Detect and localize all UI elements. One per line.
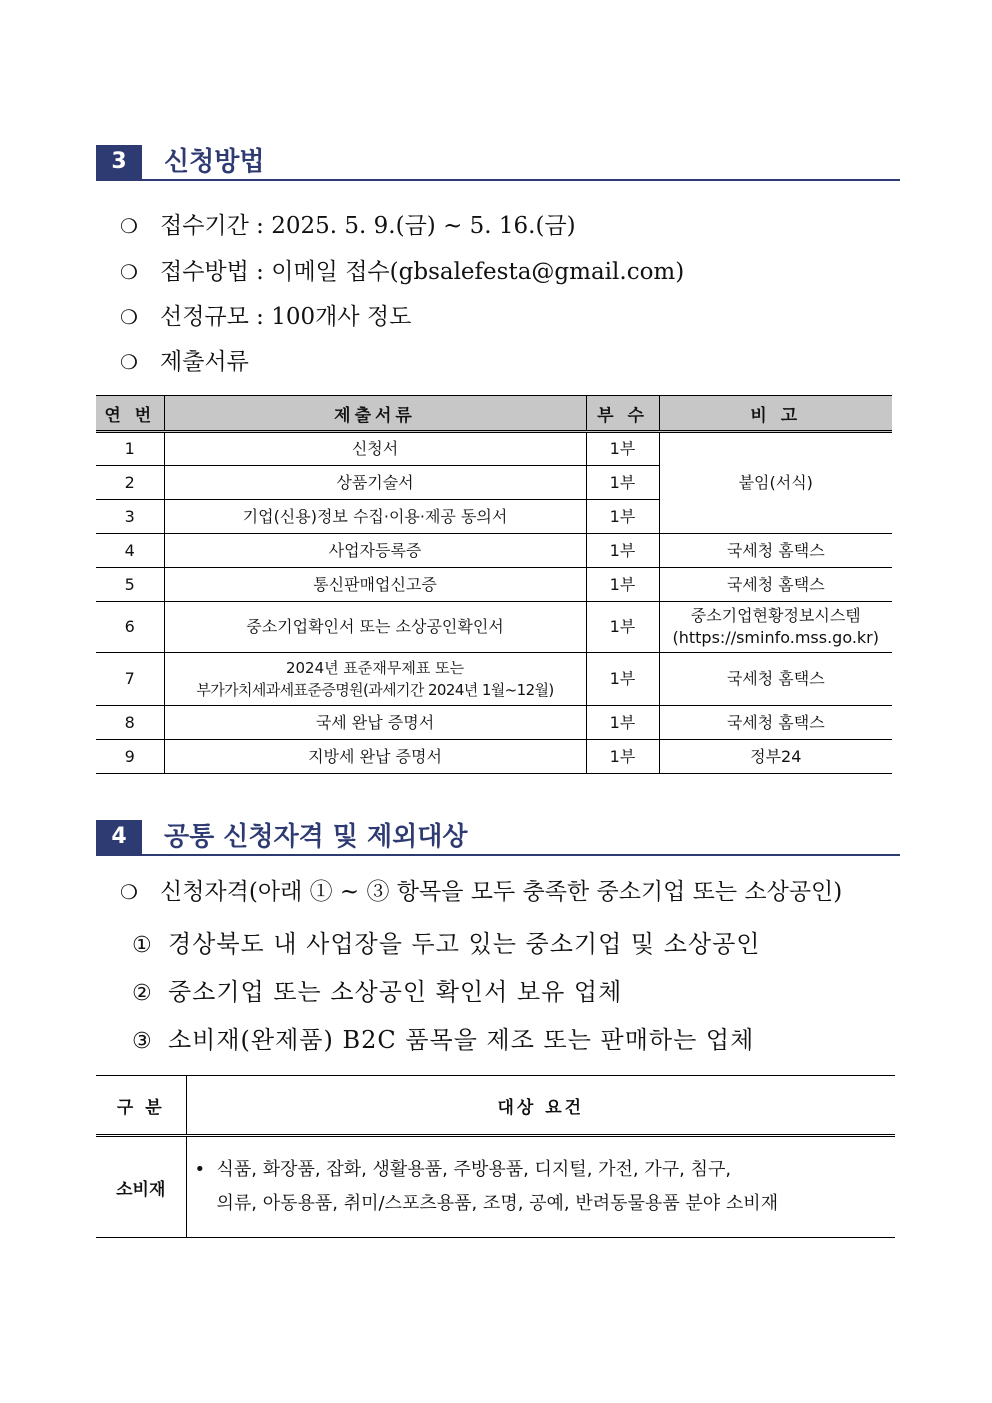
table-row: 5 통신판매업신고증 1부 국세청 홈택스 (96, 568, 892, 602)
table-row: 1 신청서 1부 붙임(서식) (96, 432, 892, 466)
header-requirements: 대상 요건 (186, 1076, 895, 1136)
header-note: 비 고 (659, 396, 892, 432)
eligibility-item-2: ② 중소기업 또는 소상공인 확인서 보유 업체 (132, 978, 623, 1006)
section-4-title: 공통 신청자격 및 제외대상 (164, 822, 468, 852)
header-copies: 부 수 (586, 396, 659, 432)
table-row: 2 상품기술서 1부 (96, 466, 892, 500)
table-row: 8 국세 완납 증명서 1부 국세청 홈택스 (96, 706, 892, 740)
bullet-marker: ❍ (120, 350, 138, 374)
eligibility-item-3: ③ 소비재(완제품) B2C 품목을 제조 또는 판매하는 업체 (132, 1026, 755, 1054)
bullet-marker: ❍ (120, 260, 138, 284)
requirements-table (96, 1075, 895, 1238)
bullet-documents: ❍ 제출서류 (120, 349, 249, 375)
category-cell: 소비재 (96, 1136, 186, 1238)
bullet-selection-scale: ❍ 선정규모 : 100개사 정도 (120, 304, 412, 330)
header-doc: 제출서류 (164, 396, 586, 432)
requirements-cell: • 식품, 화장품, 잡화, 생활용품, 주방용품, 디지털, 가전, 가구, 침구, 의류, 아동용품, 취미/스포츠용품, 조명, 공예, 반려동물용품 분야 소비재 (186, 1136, 895, 1238)
section-3-title: 신청방법 (164, 147, 265, 177)
eligibility-item-1: ① 경상북도 내 사업장을 두고 있는 중소기업 및 소상공인 (132, 930, 761, 958)
table-row: 7 2024년 표준재무제표 또는 부가가치세과세표준증명원(과세기간 2024년 1월~12월) 1부 국세청 홈택스 (96, 653, 892, 706)
bullet-application-period: ❍ 접수기간 : 2025. 5. 9.(금) ~ 5. 16.(금) (120, 213, 576, 239)
header-no: 연 번 (96, 396, 164, 432)
bullet-eligibility: ❍ 신청자격(아래 ① ~ ③ 항목을 모두 충족한 중소기업 또는 소상공인) (120, 879, 843, 905)
documents-table (96, 395, 892, 774)
merged-note-cell: 붙임(서식) (659, 432, 892, 534)
section-3-number: 3 (96, 145, 142, 179)
table-row (96, 1136, 895, 1238)
table-row: 3 기업(신용)정보 수집·이용·제공 동의서 1부 (96, 500, 892, 534)
bullet-marker: ❍ (120, 214, 138, 238)
section-4-heading (96, 820, 900, 856)
table-row: 4 사업자등록증 1부 국세청 홈택스 (96, 534, 892, 568)
table-header-row (96, 1076, 895, 1136)
bullet-marker: ❍ (120, 305, 138, 329)
header-category: 구 분 (96, 1076, 186, 1136)
table-header-row (96, 396, 892, 432)
table-row: 9 지방세 완납 증명서 1부 정부24 (96, 740, 892, 774)
bullet-marker: ❍ (120, 880, 138, 904)
bullet-application-method: ❍ 접수방법 : 이메일 접수(gbsalefesta@gmail.com) (120, 259, 685, 285)
table-row: 6 중소기업확인서 또는 소상공인확인서 1부 중소기업현황정보시스템 (https://sminfo.mss.go.kr) (96, 602, 892, 653)
section-4-number: 4 (96, 820, 142, 854)
section-3-heading (96, 145, 900, 181)
